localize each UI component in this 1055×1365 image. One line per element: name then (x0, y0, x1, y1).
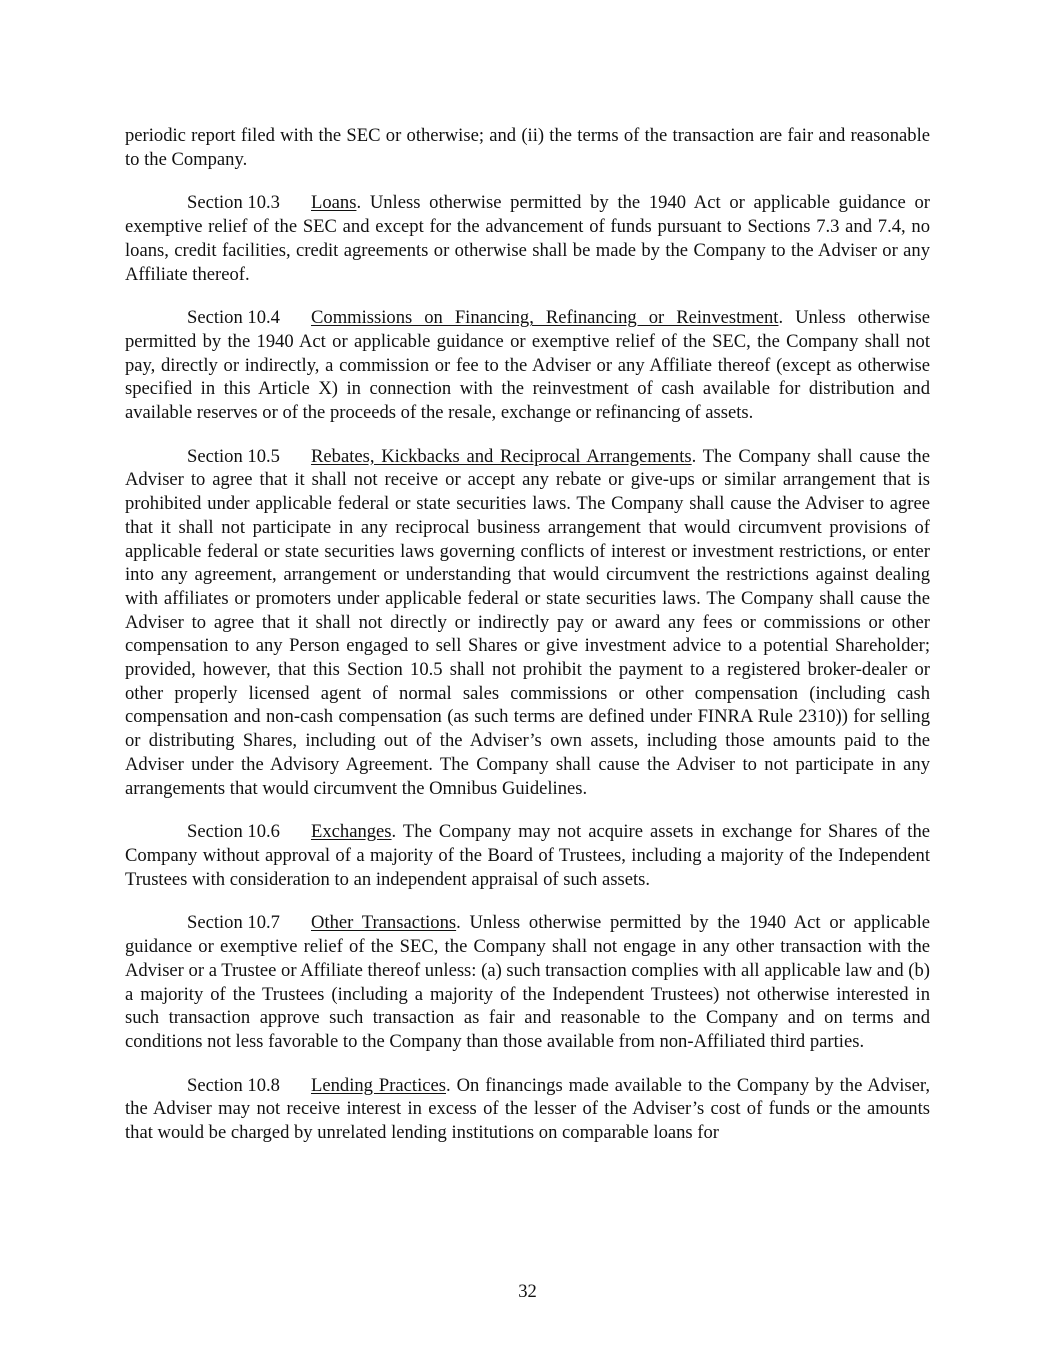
page-number: 32 (518, 1281, 537, 1302)
section-10-5 (125, 445, 930, 801)
section-title: Lending Practices (311, 1074, 447, 1096)
section-title: Commissions on Financing, Refinancing or Reinvestment (311, 307, 779, 329)
section-number: Section 10.3 (187, 192, 280, 214)
section-10-4 (125, 306, 930, 425)
section-title: Other Transactions (311, 912, 457, 934)
section-body: . Unless otherwise permitted by the 1940 Act or applicable guidance or exemptive relief of the SEC, the Company shall not pay, directly or indirectly, a commission or fee to the Adviser or any Affiliate thereof (except as otherwise specified in this Article X) in connection with the reinvestment of cash available for distribution and available reserves or of the proceeds of the resale, exchange or refinancing of assets. (125, 307, 930, 424)
section-body: . On financings made available to the Company by the Adviser, the Adviser may not receive interest in excess of the lesser of the Adviser’s cost of funds or the amounts that would be charged by unrelated lending institutions on comparable loans for (125, 1074, 931, 1144)
section-number: Section 10.6 (187, 821, 280, 843)
document-page (125, 124, 930, 1165)
section-number: Section 10.5 (187, 445, 280, 467)
section-title: Exchanges (311, 821, 392, 843)
section-10-3 (125, 191, 930, 286)
section-body: . The Company may not acquire assets in exchange for Shares of the Company without approval of a majority of the Board of Trustees, including a majority of the Independent Trustees with consideration to an independent appraisal of such assets. (125, 821, 930, 890)
section-title: Rebates, Kickbacks and Reciprocal Arrangements (311, 445, 692, 467)
section-body: . Unless otherwise permitted by the 1940 Act or applicable guidance or exemptive relief of the SEC and except for the advancement of funds pursuant to Sections 7.3 and 7.4, no loans, credit facilities, credit agreements or otherwise shall be made by the Company to the Adviser or any Affiliate thereof. (125, 192, 930, 285)
section-10-8 (125, 1074, 930, 1145)
section-10-7 (125, 911, 930, 1053)
section-number: Section 10.7 (187, 912, 280, 934)
section-title: Loans (311, 192, 357, 214)
section-number: Section 10.8 (187, 1074, 280, 1096)
intro-paragraph: periodic report filed with the SEC or otherwise; and (ii) the terms of the transaction are fair and reasonable to the Company. (125, 125, 930, 170)
section-body: . Unless otherwise permitted by the 1940 Act or applicable guidance or exemptive relief of the SEC, the Company shall not engage in any other transaction with the Adviser or a Trustee or Affiliate thereof unless: (a) such transaction complies with all applicable law and (b) a majority of the Trustees (including a majority of the Independent Trustees) not otherwise interested in such transaction approve such transaction as fair and reasonable to the Company and on terms and conditions not less favorable to the Company than those available from non-Affiliated third parties. (125, 912, 930, 1052)
section-number: Section 10.4 (187, 307, 280, 329)
section-body: . The Company shall cause the Adviser to agree that it shall not receive or accept any rebate or give-ups or similar arrangement that is prohibited under applicable federal or state securities laws. The Company shall cause the Adviser to agree that it shall not participate in any reciprocal business arrangement that would circumvent provisions of applicable federal or state securities laws governing conflicts of interest or investment restrictions, or enter into any agreement, arrangement or understanding that would circumvent the restrictions against dealing with affiliates or promoters under applicable federal or state securities laws. The Company shall cause the Adviser to agree that it shall not directly or indirectly pay or award any fees or commissions or other compensation to any Person engaged to sell Shares or give investment advice to a potential Shareholder; provided, however, that this Section 10.5 shall not prohibit the payment to a registered broker-dealer or other properly licensed agent of normal sales commissions or other compensation (including cash compensation and non-cash compensation (as such terms are defined under FINRA Rule 2310)) for selling or distributing Shares, including out of the Adviser’s own assets, including those amounts paid to the Adviser under the Advisory Agreement. The Company shall cause the Adviser to not participate in any arrangements that would circumvent the Omnibus Guidelines. (125, 445, 930, 799)
section-10-6 (125, 820, 930, 891)
